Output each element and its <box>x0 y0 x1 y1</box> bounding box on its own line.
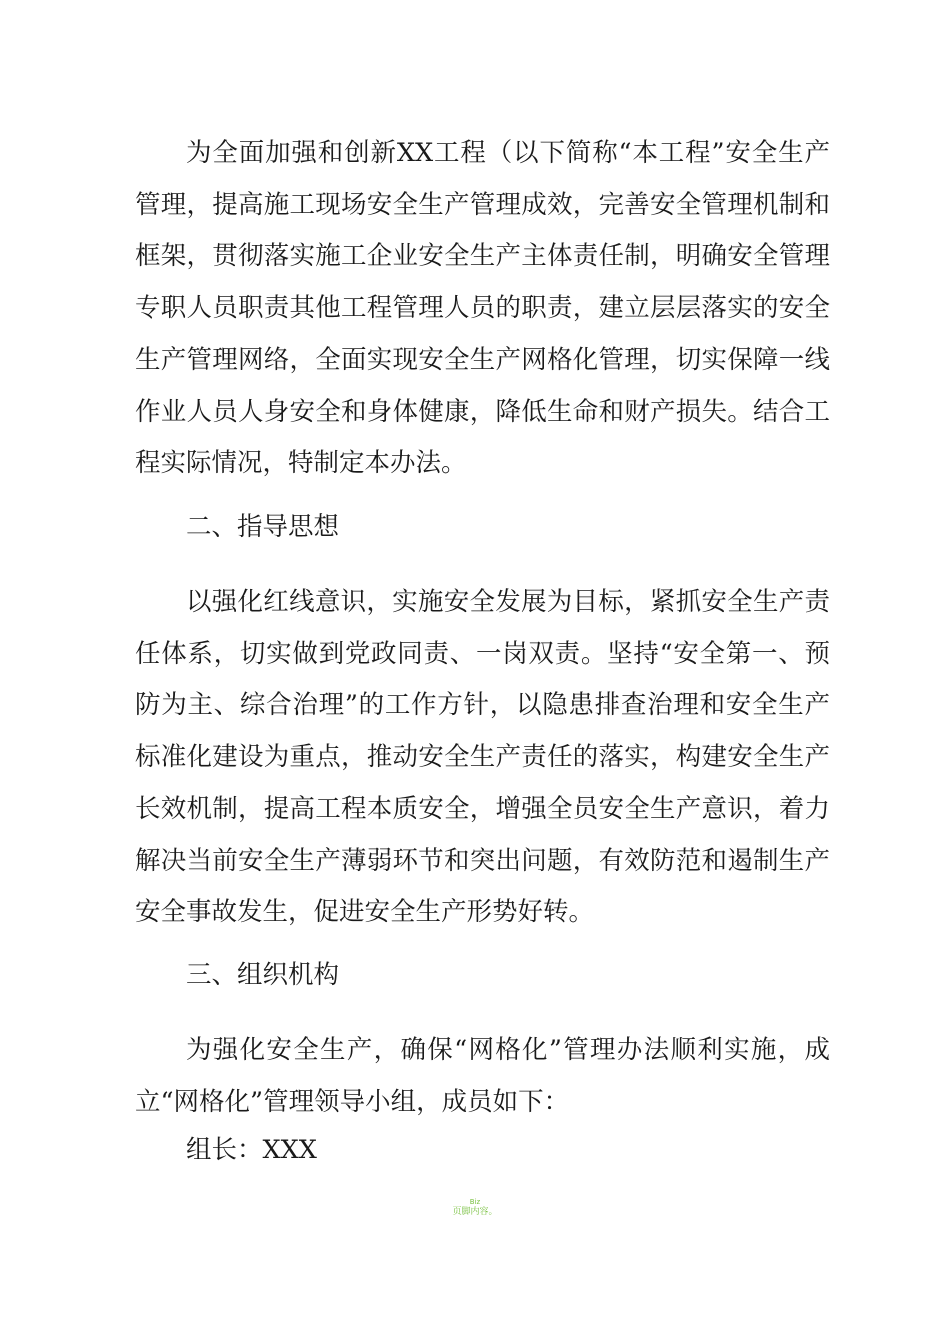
footer-text: 页脚内容。 <box>452 1207 498 1217</box>
page-footer <box>0 1198 950 1218</box>
group-leader-line: 组长：XXX <box>186 1135 317 1165</box>
organization-paragraph: 为强化安全生产，确保“网格化”管理办法顺利实施，成立“网格化”管理领导小组，成员如下： <box>135 1035 830 1117</box>
intro-paragraph: 为全面加强和创新XX工程（以下简称“本工程”安全生产管理，提高施工现场安全生产管理成效，完善安全管理机制和框架，贯彻落实施工企业安全生产主体责任制，明确安全管理专职人员职责其他工程管理人员的职责，建立层层落实的安全生产管理网络，全面实现安全生产网格化管理，切实保障一线作业人员人身安全和身体健康，降低生命和财产损失。结合工程实际情况，特制定本办法。 <box>135 138 830 479</box>
footer-small-text: Biz <box>469 1198 481 1206</box>
section-heading-organization: 三、组织机构 <box>186 960 340 990</box>
guiding-ideology-paragraph: 以强化红线意识，实施安全发展为目标，紧抓安全生产责任体系，切实做到党政同责、一岗双责。坚持“安全第一、预防为主、综合治理”的工作方针，以隐患排查治理和安全生产标准化建设为重点，推动安全生产责任的落实，构建安全生产长效机制，提高工程本质安全，增强全员安全生产意识，着力解决当前安全生产薄弱环节和突出问题，有效防范和遏制生产安全事故发生，促进安全生产形势好转。 <box>135 587 830 928</box>
section-heading-guiding-ideology: 二、指导思想 <box>186 512 340 542</box>
